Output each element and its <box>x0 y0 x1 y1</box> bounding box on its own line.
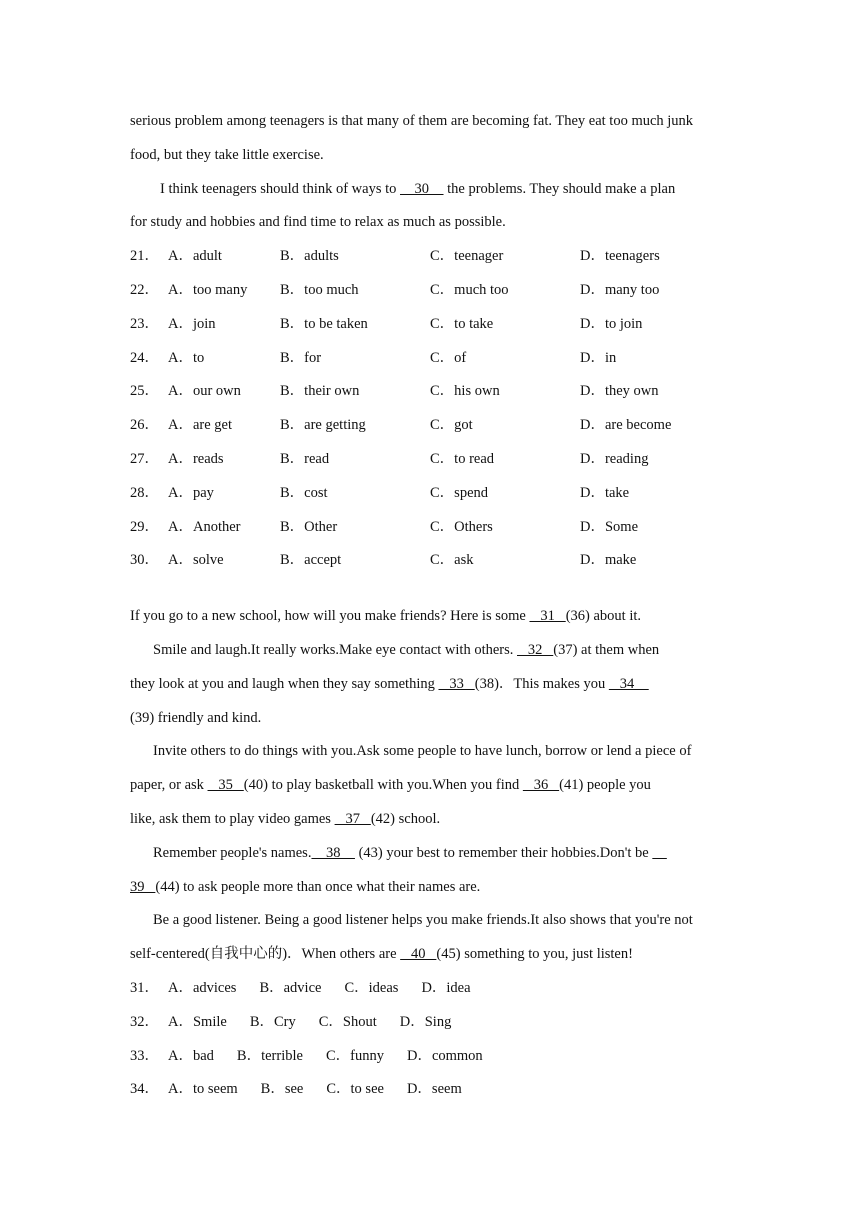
passage-line <box>130 600 730 634</box>
option-d: D．are become <box>580 417 672 434</box>
blank-30: 30 <box>400 180 444 197</box>
question-number: 32． <box>130 1013 159 1030</box>
option-b: B．Other <box>280 518 338 535</box>
option-d: D．make <box>580 552 637 569</box>
option-b: B．their own <box>280 383 360 400</box>
option-d: D．to join <box>580 315 643 332</box>
question-number: 25． <box>130 383 159 400</box>
option-d: D．seem <box>406 1081 462 1098</box>
question-row <box>130 1073 730 1107</box>
option-a: A．adult <box>168 248 222 265</box>
option-a: A．bad <box>168 1047 214 1064</box>
question-row <box>130 443 730 477</box>
question-number: 30． <box>130 552 159 569</box>
question-row <box>130 375 730 409</box>
option-c: C．much too <box>430 281 509 298</box>
passage-line <box>130 634 730 668</box>
blank-31: 31 <box>529 608 566 625</box>
question-row <box>130 240 730 274</box>
blank-39-start <box>652 845 667 861</box>
option-c: C．Shout <box>318 1013 377 1030</box>
option-a: A．pay <box>168 484 214 501</box>
question-number: 34． <box>130 1081 159 1098</box>
passage-text: (37) at them when <box>553 641 660 658</box>
option-a: A．too many <box>168 281 248 298</box>
passage-text: they look at you and laugh when they say something <box>130 675 439 692</box>
option-a: A．advices <box>168 979 237 996</box>
section-gap <box>130 578 730 600</box>
question-list-31-34 <box>130 972 730 1107</box>
blank-39: 39 <box>130 878 156 895</box>
passage-text: Remember people's names. <box>153 844 312 861</box>
blank-38: 38 <box>311 844 355 861</box>
option-b: B．Cry <box>249 1013 296 1030</box>
option-c: C．spend <box>430 484 488 501</box>
option-c: C．to see <box>326 1081 384 1098</box>
option-d: D．reading <box>580 450 649 467</box>
passage-line <box>130 769 730 803</box>
passage-text: (42) school. <box>370 810 441 827</box>
option-d: D．they own <box>580 383 659 400</box>
question-number: 23． <box>130 315 159 332</box>
option-d: D．in <box>580 349 617 366</box>
option-d: D．Sing <box>399 1013 452 1030</box>
blank-35: 35 <box>207 777 244 794</box>
option-c: C．teenager <box>430 248 504 265</box>
option-b: B．see <box>260 1081 304 1098</box>
passage-line: (39) friendly and kind. <box>130 709 262 726</box>
option-c: C．Others <box>430 518 493 535</box>
option-c: C．ideas <box>344 979 399 996</box>
passage-text: (43) your best to remember their hobbies.Don't be <box>354 844 653 861</box>
passage-line: for study and hobbies and find time to relax as much as possible. <box>130 214 506 231</box>
passage-text: If you go to a new school, how will you make friends? Here is some <box>130 608 530 625</box>
blank-36: 36 <box>522 777 560 794</box>
passage-text: the problems. They should make a plan <box>443 180 676 197</box>
passage-text: (45) something to you, just listen! <box>436 946 633 963</box>
question-number: 27． <box>130 450 159 467</box>
question-row <box>130 544 730 578</box>
option-d: D．Some <box>580 518 638 535</box>
option-d: D．common <box>406 1047 483 1064</box>
blank-32: 32 <box>517 641 554 658</box>
passage-text: (36) about it. <box>565 608 642 625</box>
option-a: A．Smile <box>168 1013 227 1030</box>
option-d: D．teenagers <box>580 248 660 265</box>
option-b: B．read <box>280 450 330 467</box>
option-c: C．got <box>430 417 473 434</box>
passage-text: (40) to play basketball with you.When you find <box>243 777 523 794</box>
question-number: 22． <box>130 281 159 298</box>
question-number: 29． <box>130 518 159 535</box>
question-row <box>130 1006 730 1040</box>
passage-line <box>130 173 730 207</box>
question-number: 31． <box>130 979 159 996</box>
blank-34: 34 <box>608 675 649 692</box>
question-row <box>130 342 730 376</box>
option-a: A．are get <box>168 417 233 434</box>
blank-37: 37 <box>334 810 371 827</box>
passage-line: food, but they take little exercise. <box>130 146 324 163</box>
passage-text: (38)．This makes you <box>474 675 609 692</box>
question-row <box>130 274 730 308</box>
passage-text: (44) to ask people more than once what their names are. <box>155 878 481 895</box>
option-c: C．to take <box>430 315 494 332</box>
passage-text: paper, or ask <box>130 777 208 794</box>
passage-line <box>130 803 730 837</box>
option-a: A．our own <box>168 383 241 400</box>
question-row <box>130 511 730 545</box>
question-number: 21． <box>130 248 159 265</box>
option-a: A．join <box>168 315 216 332</box>
question-row <box>130 409 730 443</box>
option-a: A．to <box>168 349 205 366</box>
option-c: C．to read <box>430 450 495 467</box>
option-d: D．take <box>580 484 630 501</box>
blank-33: 33 <box>438 675 475 692</box>
option-d: D．many too <box>580 281 660 298</box>
option-a: A．to seem <box>168 1081 238 1098</box>
passage-line: Invite others to do things with you.Ask some people to have lunch, borrow or lend a piece of <box>153 743 692 760</box>
question-row <box>130 477 730 511</box>
question-row <box>130 308 730 342</box>
question-number: 24． <box>130 349 159 366</box>
option-c: C．ask <box>430 552 474 569</box>
question-row <box>130 972 730 1006</box>
option-b: B．are getting <box>280 417 366 434</box>
question-row <box>130 1040 730 1074</box>
question-number: 33． <box>130 1047 159 1064</box>
passage-line: serious problem among teenagers is that many of them are becoming fat. They eat too much junk <box>130 113 694 129</box>
passage-line: Be a good listener. Being a good listener helps you make friends.It also shows that you're not <box>153 912 693 929</box>
passage-text: I think teenagers should think of ways to <box>160 180 401 197</box>
option-b: B．cost <box>280 484 328 501</box>
option-a: A．solve <box>168 552 224 569</box>
option-b: B．too much <box>280 281 359 298</box>
question-list-21-30 <box>130 240 730 578</box>
option-b: B．terrible <box>236 1047 303 1064</box>
question-number: 28． <box>130 484 159 501</box>
option-a: A．Another <box>168 518 241 535</box>
option-d: D．idea <box>421 979 471 996</box>
option-a: A．reads <box>168 450 224 467</box>
option-b: B．to be taken <box>280 315 368 332</box>
passage-text: Smile and laugh.It really works.Make eye contact with others. <box>153 641 518 658</box>
option-b: B．for <box>280 349 322 366</box>
option-c: C．of <box>430 349 467 366</box>
option-c: C．his own <box>430 383 500 400</box>
passage-text: (41) people you <box>559 777 651 794</box>
blank-40: 40 <box>400 946 437 963</box>
option-b: B．accept <box>280 552 342 569</box>
passage-text: self-centered(自我中心的)．When others are <box>130 946 401 963</box>
passage-line <box>130 668 730 702</box>
passage-line <box>130 938 730 972</box>
option-b: B．advice <box>259 979 322 996</box>
option-b: B．adults <box>280 248 339 265</box>
passage-line <box>130 871 730 905</box>
page-content <box>130 105 730 1107</box>
passage-text: like, ask them to play video games <box>130 810 335 827</box>
passage-line <box>130 837 730 871</box>
question-number: 26． <box>130 417 159 434</box>
option-c: C．funny <box>325 1047 384 1064</box>
